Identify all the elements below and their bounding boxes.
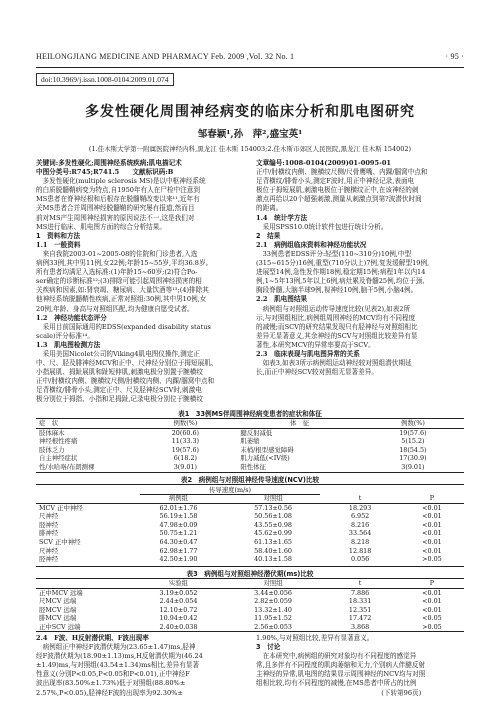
table-cell: 腓MCV 远端 — [39, 614, 77, 623]
table-cell: 自主神经症状 — [39, 454, 78, 463]
text-line: MS进行临床、肌电图方面的综合分析结果。 — [36, 222, 166, 231]
text-line: 经F波潜伏期为(18.90±1.13)ms,H反射潜伏期为(46.24 — [36, 652, 203, 661]
table-cell: 正中MCV 远端 — [39, 588, 83, 597]
table3-bottom-rule — [36, 631, 464, 632]
text-line: 长,而正中神经SCV较对照组无显著差异。 — [256, 368, 378, 377]
right-column — [256, 159, 466, 377]
table-cell: 阳性体征 — [240, 462, 266, 471]
table-cell: <0.01 — [422, 588, 442, 597]
table-cell: 17(30.9) — [399, 454, 427, 463]
subsection-heading: 1.1 一般资料 — [36, 240, 81, 249]
table-row — [36, 454, 464, 463]
table-row — [36, 463, 464, 472]
table-cell: 2.40±0.038 — [159, 622, 198, 631]
text-line: 组相比较,均有不同程度的减慢,在MS患者中所占的比例 — [256, 679, 417, 688]
table2-unit: 传导速度(m/s) — [208, 486, 252, 494]
table-row — [36, 597, 464, 606]
text-line: 如表3,如表3所示病例组运动神经较对照组潜伏期延 — [256, 359, 412, 368]
text-line: 文章编号:1008-0104(2009)01-0095-01 — [256, 159, 392, 167]
text-line: 胸段脊髓,大脑半球9例,视神经10例,脑干5例,小脑4例。 — [256, 286, 418, 295]
table-cell: 正中SCV 远端 — [39, 622, 81, 631]
table-row — [36, 529, 464, 538]
table-cell: 18.293 — [348, 503, 372, 512]
table-cell: 62.01±1.76 — [159, 503, 198, 512]
table-cell: 2.44±0.054 — [159, 597, 198, 606]
table-cell: 尺神经 — [39, 512, 59, 521]
table-cell: 尺神经 — [39, 546, 59, 555]
bottom-right-column — [256, 634, 466, 698]
text-line: ±1.49)ms,与对照组(43.54±1.34)ms相比,差异有显著 — [36, 661, 200, 670]
table1-caption: 表1 33例MS伴周围神经病变患者的症状和体征 — [178, 410, 322, 418]
table-header-cell — [36, 579, 131, 588]
table-cell: >0.05 — [422, 622, 442, 631]
subsection-heading: 2.2 肌电图结果 — [256, 295, 308, 304]
text-line: 20例,年龄、身高与对照组匹配,均为健康自愿受试者。 — [36, 304, 194, 313]
table3 — [36, 579, 464, 632]
table-cell: 18.331 — [348, 597, 372, 606]
table-row — [36, 547, 464, 556]
subsection-heading: 1.4 统计学方法 — [256, 213, 308, 222]
table-cell: 胫MCV 远端 — [39, 605, 77, 614]
table2-bottom-rule — [36, 566, 464, 567]
text-line: 波出现率(83.50%±1.73%)低于对照组(88.80%± — [36, 679, 186, 688]
text-line: 性意义(分别P<0.05,P<0.05和P<0.01),正中神经F — [36, 670, 190, 679]
text-line: 常,且多伴有不同程度的肌肉萎缩和无力,个别病人伴腱反射 — [256, 661, 426, 670]
subsection-heading: 1.2 神经功能状态评分 — [36, 313, 107, 322]
page-number: · 95 · — [445, 52, 464, 61]
text-line: 著性,本研究MCV的异常率要高于SCV。 — [256, 340, 375, 349]
table-row — [36, 428, 464, 437]
text-line: 关键词:多发性硬化;周围神经系统疾病;肌电描记术 — [36, 159, 182, 167]
table-cell: 肢体麻木 — [39, 428, 65, 437]
table-cell: 62.98±1.77 — [159, 546, 198, 555]
table-cell: 胫神经 — [39, 520, 59, 529]
text-line: 差异无显著意义,其余神经的SCV与对照组比较差异有显 — [256, 331, 418, 340]
table-header-cell: 实验组 — [131, 579, 226, 588]
table-header-cell: P — [400, 579, 464, 588]
table-cell: 40.13±1.58 — [254, 555, 292, 564]
text-line: 极分别位于拇指、小指和足拇趾,记录电极分别位于腕横纹 — [36, 395, 203, 404]
table-header-row — [36, 494, 464, 503]
table-cell: 11(33.3) — [171, 437, 200, 446]
table-cell: <0.01 — [422, 546, 442, 555]
subsection-heading: 1.3 肌电图检测方法 — [36, 340, 101, 349]
text-line: 极位于拇短展肌,刺激电极位于腕横纹正中,在该神经的刺 — [256, 186, 419, 195]
text-line: 主神经的异常,肌电图的结果显示周围神经的NCV均与对照 — [256, 670, 426, 679]
table-cell: 10.94±0.42 — [159, 614, 198, 623]
table-cell: 11.95±1.52 — [254, 614, 292, 623]
table-cell: SCV 正中神经 — [39, 537, 81, 546]
text-line: 33例患者EDSS评分:轻型(110~310分)10例,中型 — [256, 249, 412, 258]
table-cell: 8.218 — [350, 537, 370, 546]
text-line: 关MS患者合并周围神经脱髓鞘的研究屡有报道,然而目 — [36, 204, 195, 213]
table-cell: 6(18.2) — [173, 454, 198, 463]
text-line: ser确定的诊断标准¹²;(3)排除可能引起周围神经损害的相 — [36, 277, 202, 286]
table-cell: <0.01 — [422, 597, 442, 606]
text-line: 前对MS产生周围神经损害的原因说法不一,这是我们对 — [36, 213, 195, 222]
table-cell: 17.472 — [348, 614, 372, 623]
text-line: 中、尺、胫及腓神经MCV和正中、尺神经分别位于拇短展肌、 — [36, 359, 218, 368]
table1 — [36, 419, 464, 472]
table-header-cell: 对照组 — [226, 579, 321, 588]
text-line: 来自我院2003-01~2005-08的住院和门诊患者,入选 — [36, 249, 198, 258]
table-cell: 肢体乏力 — [39, 445, 65, 454]
table-header-cell: t — [320, 494, 400, 503]
table-header-cell: t — [320, 579, 400, 588]
table-cell: 腱反射减低 — [240, 428, 273, 437]
table-cell: 7.886 — [350, 588, 370, 597]
table-cell: 18(54.5) — [399, 445, 427, 454]
table-cell: 肌萎缩 — [240, 437, 260, 446]
table-cell: 8.216 — [350, 520, 370, 529]
table-cell: 47.98±0.09 — [159, 520, 198, 529]
section-heading: 1 资料和方法 — [36, 231, 81, 240]
table-cell: 58.40±1.60 — [254, 546, 292, 555]
table-cell: 6.952 — [350, 512, 370, 521]
table-row — [36, 555, 464, 564]
table-cell: <0.05 — [422, 614, 442, 623]
table3-caption: 表3 病例组与对照组神经潜伏期(ms)比较 — [186, 570, 314, 578]
table-header-row — [36, 579, 464, 588]
table-cell: 45.62±0.99 — [254, 529, 292, 538]
text-line: 2.57%,P<0.05),胫神经F波的出现率为92.30%± — [36, 688, 183, 697]
text-line: 小指展肌、拇趾展肌和趾短伸肌,刺激电极分别置于腕横纹 — [36, 368, 203, 377]
text-line: 所有患者均满足入选标准:(1)年龄15~60岁;(2)符合Po- — [36, 268, 198, 277]
running-header — [36, 52, 464, 66]
table-cell: 0.056 — [350, 555, 370, 564]
section-heading: 3 讨论 — [256, 643, 281, 652]
text-line: (315~615分)16例,重型(710分以上)7例,复发缓解型19例, — [256, 259, 430, 268]
text-line: 正中/肘横纹内侧、腕横纹尺侧/肘横纹内侧、内踝/腘窝中点和 — [36, 377, 215, 386]
text-line: 采用目前国际通用的EDSS(expanded disability status — [36, 322, 211, 331]
table-cell: 12.351 — [348, 605, 372, 614]
table-cell: 3(9.01) — [401, 462, 425, 471]
text-line: 进展型14例,急性发作期18例,稳定期15例;病程1年以内14 — [256, 268, 426, 277]
text-line: 正中/肘横纹内侧、腕横纹尺侧/尺骨鹰嘴、内踝/腘窝中点和 — [256, 168, 428, 177]
table1-bottom-rule — [36, 472, 464, 473]
table-cell: 神经根性疼痛 — [39, 437, 78, 446]
table-cell: 33.564 — [348, 529, 372, 538]
table-cell: 3.868 — [350, 622, 370, 631]
text-line: 的减慢;而SCV的研究结果发现只有胫神经与对照组相比 — [256, 322, 418, 331]
text-line: 病例组与对照组运动传导速度比较(见表2),如表2所 — [256, 304, 411, 313]
table-cell: 42.50±1.90 — [159, 555, 198, 564]
doi-box[interactable]: doi:10.3969/j.issn.1008-0104.2009.01.074 — [36, 73, 174, 86]
table-cell: 13.32±1.40 — [254, 605, 292, 614]
table-cell: <0.01 — [422, 520, 442, 529]
text-line: 他神经系统脱髓鞘性疾病,正常对照组:30例,其中男10例,女 — [36, 295, 207, 304]
table-cell: 性/水哈咯/布朗测裸 — [39, 462, 95, 471]
table-cell: 64.30±0.47 — [159, 537, 198, 546]
table-cell: 末梢/根型感觉障碍 — [240, 445, 294, 454]
table-row — [36, 538, 464, 547]
table-cell: 腓神经 — [39, 529, 59, 538]
table-cell: 肌力减低(<IV级) — [240, 454, 290, 463]
table-header-cell — [36, 494, 131, 503]
text-line: scale)评分标准¹⁴。 — [36, 331, 94, 340]
table-header-row — [36, 419, 464, 428]
text-line: 关疾病和因素,如:肾衰竭、糖尿病、大量饮酒等¹³;(4)排除其 — [36, 286, 209, 295]
text-line: 示,与对照组相比,病例组周围神经的MCV均有不同程度 — [256, 313, 416, 322]
table-cell: <0.01 — [422, 537, 442, 546]
table-header-cell: 例数(%) — [362, 419, 464, 428]
table-row — [36, 512, 464, 521]
subsection-heading: 2.3 临床表现与肌电图异常的关系 — [256, 349, 360, 358]
text-line: 激点再给以20个超强刺激,测量从刺激点到第?波潜伏时间 — [256, 195, 422, 204]
article-affiliation: (1.佳木斯大学第一附属医院神经内科,黑龙江 佳木斯 154003;2.佳木斯市郊区人民医院,黑龙江 佳木斯 154002) — [88, 145, 412, 153]
table2 — [36, 494, 464, 564]
text-line: 1.90%,与对照组比较,差异有显著意义。 — [256, 634, 374, 642]
table-row — [36, 606, 464, 615]
table-cell: 3.44±0.056 — [254, 588, 292, 597]
table-header-cell: 对照组 — [226, 494, 321, 503]
table-header-cell: 体 征 — [237, 419, 361, 428]
left-column — [36, 159, 244, 405]
table-cell: <0.01 — [422, 512, 442, 521]
text-line: MS患者在脊神经根和后根存在脱髓鞘改变以来¹¹,近年有 — [36, 195, 200, 204]
table-cell: 56.19±1.58 — [159, 512, 198, 521]
table-header-cell: P — [400, 494, 464, 503]
text-line: 例,1~5年13例,5年以上6例,病灶累及脊髓25例,均位于颈、 — [256, 277, 429, 286]
table-row — [36, 614, 464, 623]
text-line: 病例33例,其中男11例,女22例;年龄15~55岁,平均36.8岁。 — [36, 259, 213, 268]
table-cell: 50.56±1.08 — [254, 512, 292, 521]
subsection-heading: 2.1 病例组临床资料和神经功能状况 — [256, 240, 367, 249]
table-cell: 43.55±0.98 — [254, 520, 292, 529]
table-cell: 2.56±0.053 — [254, 622, 292, 631]
table-row — [36, 521, 464, 530]
text-line: 足背横纹/腓骨小头,测定F波时,用正中神经记录,表面电 — [256, 177, 415, 186]
text-line: (下转第96页) — [256, 688, 422, 697]
text-line: 的距离。 — [256, 204, 283, 213]
table-cell: 57.13±0.56 — [254, 503, 292, 512]
table-header-cell: 例数(%) — [133, 419, 237, 428]
table-cell: 12.10±0.72 — [159, 605, 198, 614]
table-cell: 19(57.6) — [399, 428, 427, 437]
table-row — [36, 588, 464, 597]
bottom-left-column — [36, 634, 244, 698]
text-line: 多发性硬化(multiple sclerosis MS)是以中枢神经系统 — [36, 177, 206, 186]
subsection-heading: 2.4 F波、H反射潜伏期、F波出现率 — [36, 634, 149, 642]
table-cell: 61.13±1.65 — [254, 537, 292, 546]
table-cell: <0.01 — [422, 529, 442, 538]
table-header-cell: 病例组 — [131, 494, 226, 503]
text-line: 采用SPSS10.0统计软件包进行统计分析。 — [256, 222, 388, 231]
text-line: 在本研究中,病例组的研究对象均有不同程度的感觉异 — [256, 652, 417, 661]
text-line: 足背横纹/腓骨小头,测定正中、尺及胫神经SCV时,刺激电 — [36, 386, 202, 395]
article-title: 多发性硬化周围神经病变的临床分析和肌电图研究 — [85, 104, 415, 120]
table-cell: 12.818 — [348, 546, 372, 555]
table-cell: 尺MCV 远端 — [39, 597, 77, 606]
table-cell: 50.75±1.21 — [159, 529, 198, 538]
table-cell: 5(15.2) — [401, 437, 425, 446]
table-cell: <0.01 — [422, 503, 442, 512]
table-cell: 胫神经 — [39, 555, 59, 564]
article-authors: 邹春颖¹,孙 萍²,盛宝英¹ — [197, 129, 303, 140]
text-line: 的白质脱髓鞘病变为特点,自1950年有人在尸检中注意到 — [36, 186, 200, 195]
text-line: 病例组正中神经F波潜伏期为(23.65±1.47)ms,胫神 — [36, 643, 196, 652]
text-line: 采用美国Nicolet公司的Viking4肌电图仪操作,测定正 — [36, 349, 200, 358]
table-cell: 3(9.01) — [173, 462, 198, 471]
table-cell: <0.01 — [422, 605, 442, 614]
table-cell: >0.05 — [422, 555, 442, 564]
table-cell: MCV 正中神经 — [39, 503, 83, 512]
table-header-cell: 症 状 — [36, 419, 133, 428]
table-row — [36, 503, 464, 512]
table-cell: 19(57.6) — [171, 445, 200, 454]
table-cell: 20(60.6) — [171, 428, 200, 437]
table-cell: 2.82±0.059 — [254, 597, 292, 606]
header-rule — [36, 67, 464, 68]
journal-name: HEILONGJIANG MEDICINE AND PHARMACY Feb. 2009 ,Vol. 32 No. 1 — [36, 52, 295, 61]
section-heading: 2 结果 — [256, 231, 281, 240]
table-cell: 3.19±0.052 — [159, 588, 198, 597]
text-line: 中图分类号:R745;R741.5 文献标识码:B — [36, 168, 174, 177]
table-row — [36, 437, 464, 446]
table2-caption: 表2 病例组与对照组神经传导速度(NCV)比较 — [180, 476, 320, 484]
